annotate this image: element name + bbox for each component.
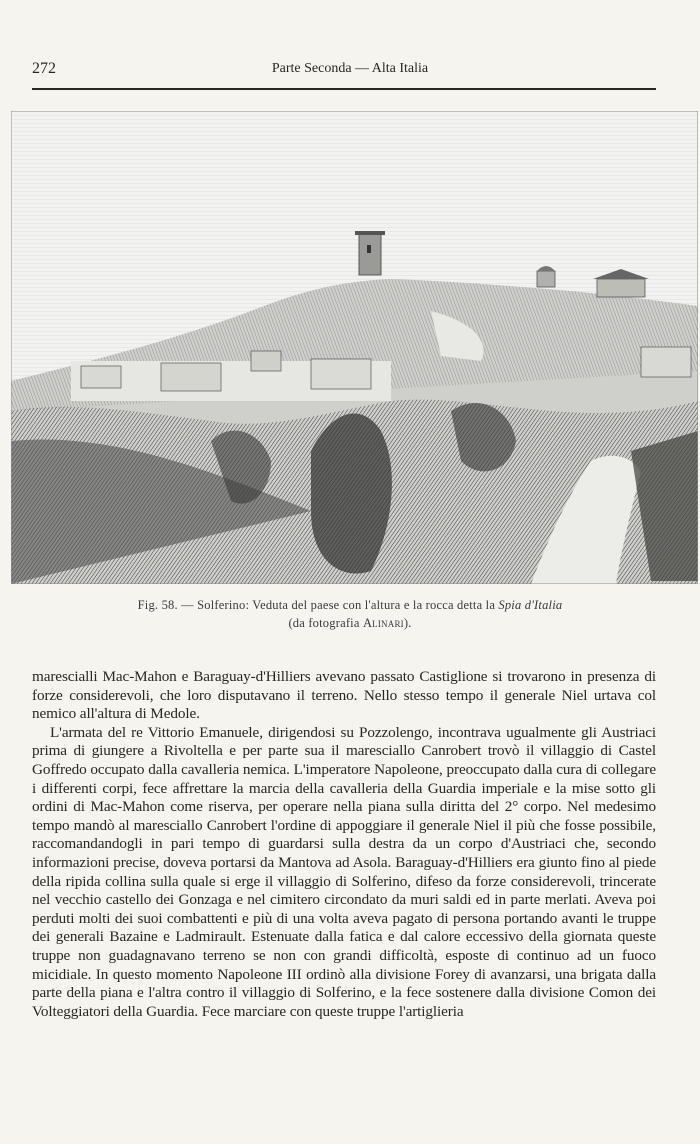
- rocca-tower: [359, 233, 381, 275]
- caption-line-1: [0, 596, 700, 614]
- caption-italic: Spia d'Italia: [498, 598, 563, 612]
- engraving-illustration: [11, 111, 698, 584]
- page-number: 272: [32, 60, 56, 77]
- header-rule: [32, 88, 656, 90]
- caption-lead: Fig. 58. — Solferino: Veduta del paese con l'altura e la rocca detta la: [137, 598, 499, 612]
- running-title: Parte Seconda — Alta Italia: [271, 61, 429, 76]
- paragraph-1: marescialli Mac-Mahon e Baraguay-d'Hilliers avevano passato Castiglione si trovarono in presenza di forze considerevoli, che loro disputavano il terreno. Nello stesso tempo il generale Niel urtava col nemico all'altura di Medole.: [32, 668, 656, 723]
- caption-prefix: (da fotografia: [288, 616, 363, 630]
- caption-line-2: [0, 614, 700, 632]
- page-header: [0, 0, 700, 100]
- body-text: [32, 668, 656, 1021]
- caption-suffix: ).: [403, 616, 412, 630]
- photo-credit: Alinari: [362, 616, 404, 630]
- paragraph-2: L'armata del re Vittorio Emanuele, dirigendosi su Pozzolengo, incontrava ugualmente gli Austriaci prima di giungere a Rivoltella e per parte sua il maresciallo Canrobert trovò il villaggio di Castel Goffredo occupato dalla cavalleria nemica. L'imperatore Napoleone, preoccupato dalla cura di collegare i differenti corpi, fece affrettare la marcia della cavalleria della Guardia imperiale e la mise sotto gli ordini di Mac-Mahon come riserva, per operare nella piana sulla diritta del 2° corpo. Nel medesimo tempo mandò al maresciallo Canrobert l'ordine di appoggiare il generale Niel il più che fosse possibile, raccomandandogli in pari tempo di guardarsi sulla destra da un corpo d'Austriaci che, secondo informazioni precise, doveva portarsi da Mantova ad Asola. Baraguay-d'Hilliers era giunto fino al piede della ripida collina sulla quale si erge il villaggio di Solferino, difeso da forze considerevoli, trincerate nel vecchio castello dei Gonzaga e nel cimitero circondato da muri saldi ed in parte merlati. Aveva poi perduti molti dei suoi combattenti e più di una volta aveva pagato di persona portando avanti le truppe dei generali Bazaine e Ladmirault. Estenuate dalla fatica e dal calore eccessivo della giornata queste truppe non guadagnavano terreno se non con grandi difficoltà, esposte di continuo ad un fuoco micidiale. In questo momento Napoleone III ordinò alla divisione Forey di avanzarsi, una brigata dalla parte della piana e l'altra contro il villaggio di Solferino, e la fece sostenere dalla divisione Comon dei Volteggiatori della Guardia. Fece marciare con queste truppe l'artiglieria: [32, 723, 656, 1020]
- figure-caption: [0, 596, 700, 632]
